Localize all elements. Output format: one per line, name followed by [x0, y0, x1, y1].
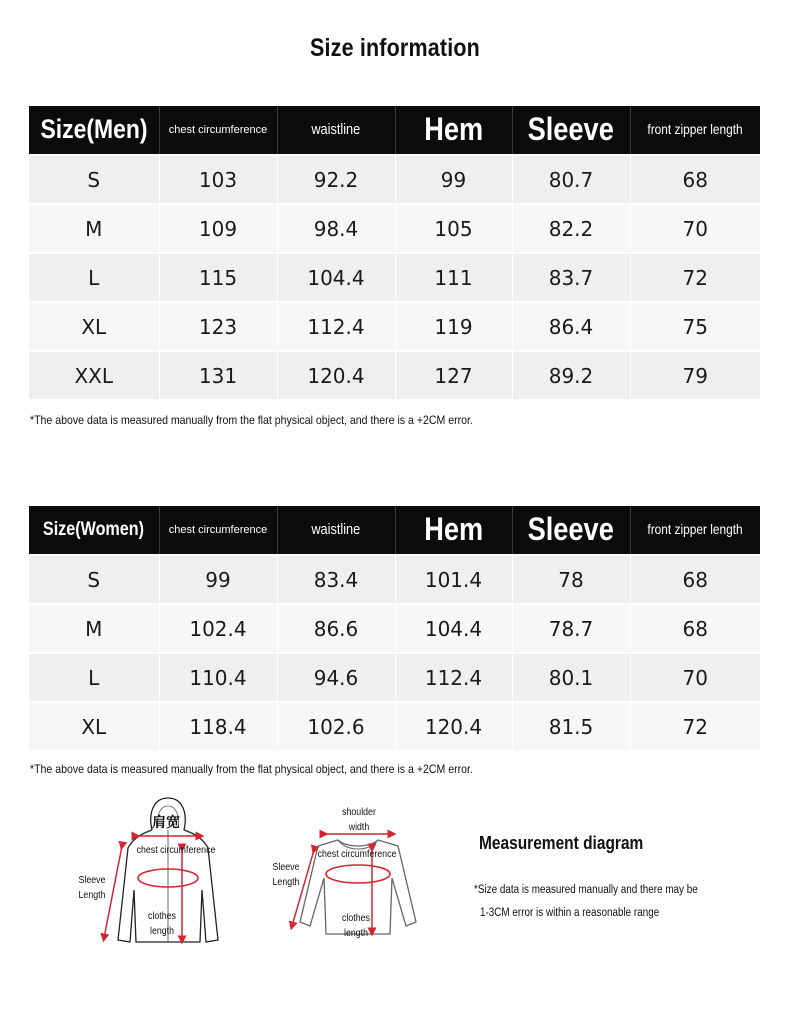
table-cell: 72 — [630, 253, 760, 302]
women-measurement-note: *The above data is measured manually from the flat physical object, and there is a +2CM error. — [30, 762, 473, 776]
hoodie-length-label: clothes length — [148, 911, 176, 937]
table-row — [29, 204, 760, 253]
table-cell: 68 — [630, 604, 760, 653]
men-header-waistline: waistline — [311, 120, 361, 138]
table-cell: L — [29, 653, 159, 702]
table-row — [29, 351, 760, 399]
table-cell: XL — [29, 702, 159, 750]
hoodie-chest-label: chest circumference — [136, 845, 216, 856]
measurement-note-line2: 1-3CM error is within a reasonable range — [480, 907, 660, 919]
table-cell: 115 — [159, 253, 277, 302]
men-header-chest: chest circumference — [159, 106, 277, 155]
table-row — [29, 155, 760, 204]
table-cell: XL — [29, 302, 159, 351]
table-cell: 80.1 — [512, 653, 630, 702]
table-cell: 110.4 — [159, 653, 277, 702]
women-size-table — [29, 506, 760, 750]
table-cell: S — [29, 555, 159, 604]
table-cell: 83.4 — [277, 555, 395, 604]
table-row — [29, 604, 760, 653]
women-header-sleeve: Sleeve — [527, 511, 615, 548]
tee-length-label: clothes length — [342, 913, 370, 939]
table-cell: 68 — [630, 155, 760, 204]
women-header-chest: chest circumference — [159, 506, 277, 555]
table-cell: 104.4 — [277, 253, 395, 302]
table-cell: 78.7 — [512, 604, 630, 653]
table-cell: 127 — [395, 351, 512, 399]
table-cell: 102.4 — [159, 604, 277, 653]
table-row — [29, 653, 760, 702]
table-cell: 72 — [630, 702, 760, 750]
tee-sleeve-label: Sleeve Length — [272, 862, 300, 888]
tee-chest-label: chest circumference — [317, 849, 397, 860]
table-cell: 120.4 — [277, 351, 395, 399]
table-row — [29, 702, 760, 750]
men-header-row — [29, 106, 760, 155]
table-cell: L — [29, 253, 159, 302]
table-cell: 86.4 — [512, 302, 630, 351]
table-cell: 81.5 — [512, 702, 630, 750]
table-cell: 83.7 — [512, 253, 630, 302]
table-cell: 112.4 — [395, 653, 512, 702]
table-cell: 103 — [159, 155, 277, 204]
men-header-size: Size(Men) — [40, 114, 148, 145]
table-cell: 109 — [159, 204, 277, 253]
table-cell: 104.4 — [395, 604, 512, 653]
table-cell: 89.2 — [512, 351, 630, 399]
hoodie-sleeve-label: Sleeve Length — [78, 875, 106, 901]
table-cell: 79 — [630, 351, 760, 399]
table-cell: S — [29, 155, 159, 204]
men-header-hem: Hem — [424, 111, 483, 148]
table-cell: 78 — [512, 555, 630, 604]
table-row — [29, 302, 760, 351]
women-header-size: Size(Women) — [43, 518, 145, 540]
table-cell: 111 — [395, 253, 512, 302]
men-header-zipper: front zipper length — [647, 121, 743, 138]
table-cell: 86.6 — [277, 604, 395, 653]
table-cell: 80.7 — [512, 155, 630, 204]
table-cell: 102.6 — [277, 702, 395, 750]
table-cell: M — [29, 204, 159, 253]
table-cell: 101.4 — [395, 555, 512, 604]
hoodie-shoulder-label: 肩宽 — [152, 814, 180, 830]
table-cell: 70 — [630, 204, 760, 253]
women-header-waistline: waistline — [311, 520, 361, 538]
page-title: Size information — [309, 34, 480, 62]
table-cell: 123 — [159, 302, 277, 351]
table-cell: 120.4 — [395, 702, 512, 750]
table-cell: 82.2 — [512, 204, 630, 253]
table-row — [29, 555, 760, 604]
men-measurement-note: *The above data is measured manually from the flat physical object, and there is a +2CM error. — [30, 413, 473, 427]
table-cell: XXL — [29, 351, 159, 399]
table-cell: 94.6 — [277, 653, 395, 702]
hoodie-diagram — [70, 790, 240, 950]
table-cell: 92.2 — [277, 155, 395, 204]
table-cell: 119 — [395, 302, 512, 351]
table-cell: 98.4 — [277, 204, 395, 253]
table-cell: 68 — [630, 555, 760, 604]
women-header-zipper: front zipper length — [647, 521, 743, 538]
tee-shoulder-label: shoulder width — [342, 807, 376, 833]
table-cell: 105 — [395, 204, 512, 253]
measurement-note-line1: *Size data is measured manually and there may be — [474, 884, 698, 896]
table-cell: 70 — [630, 653, 760, 702]
table-cell: M — [29, 604, 159, 653]
measurement-diagram-title: Measurement diagram — [479, 833, 644, 853]
men-header-sleeve: Sleeve — [527, 111, 615, 148]
table-cell: 99 — [395, 155, 512, 204]
men-size-table — [29, 106, 760, 399]
table-cell: 131 — [159, 351, 277, 399]
table-cell: 118.4 — [159, 702, 277, 750]
table-cell: 75 — [630, 302, 760, 351]
table-row — [29, 253, 760, 302]
women-header-hem: Hem — [424, 511, 483, 548]
table-cell: 99 — [159, 555, 277, 604]
women-header-row — [29, 506, 760, 555]
table-cell: 112.4 — [277, 302, 395, 351]
tee-diagram — [266, 806, 436, 966]
